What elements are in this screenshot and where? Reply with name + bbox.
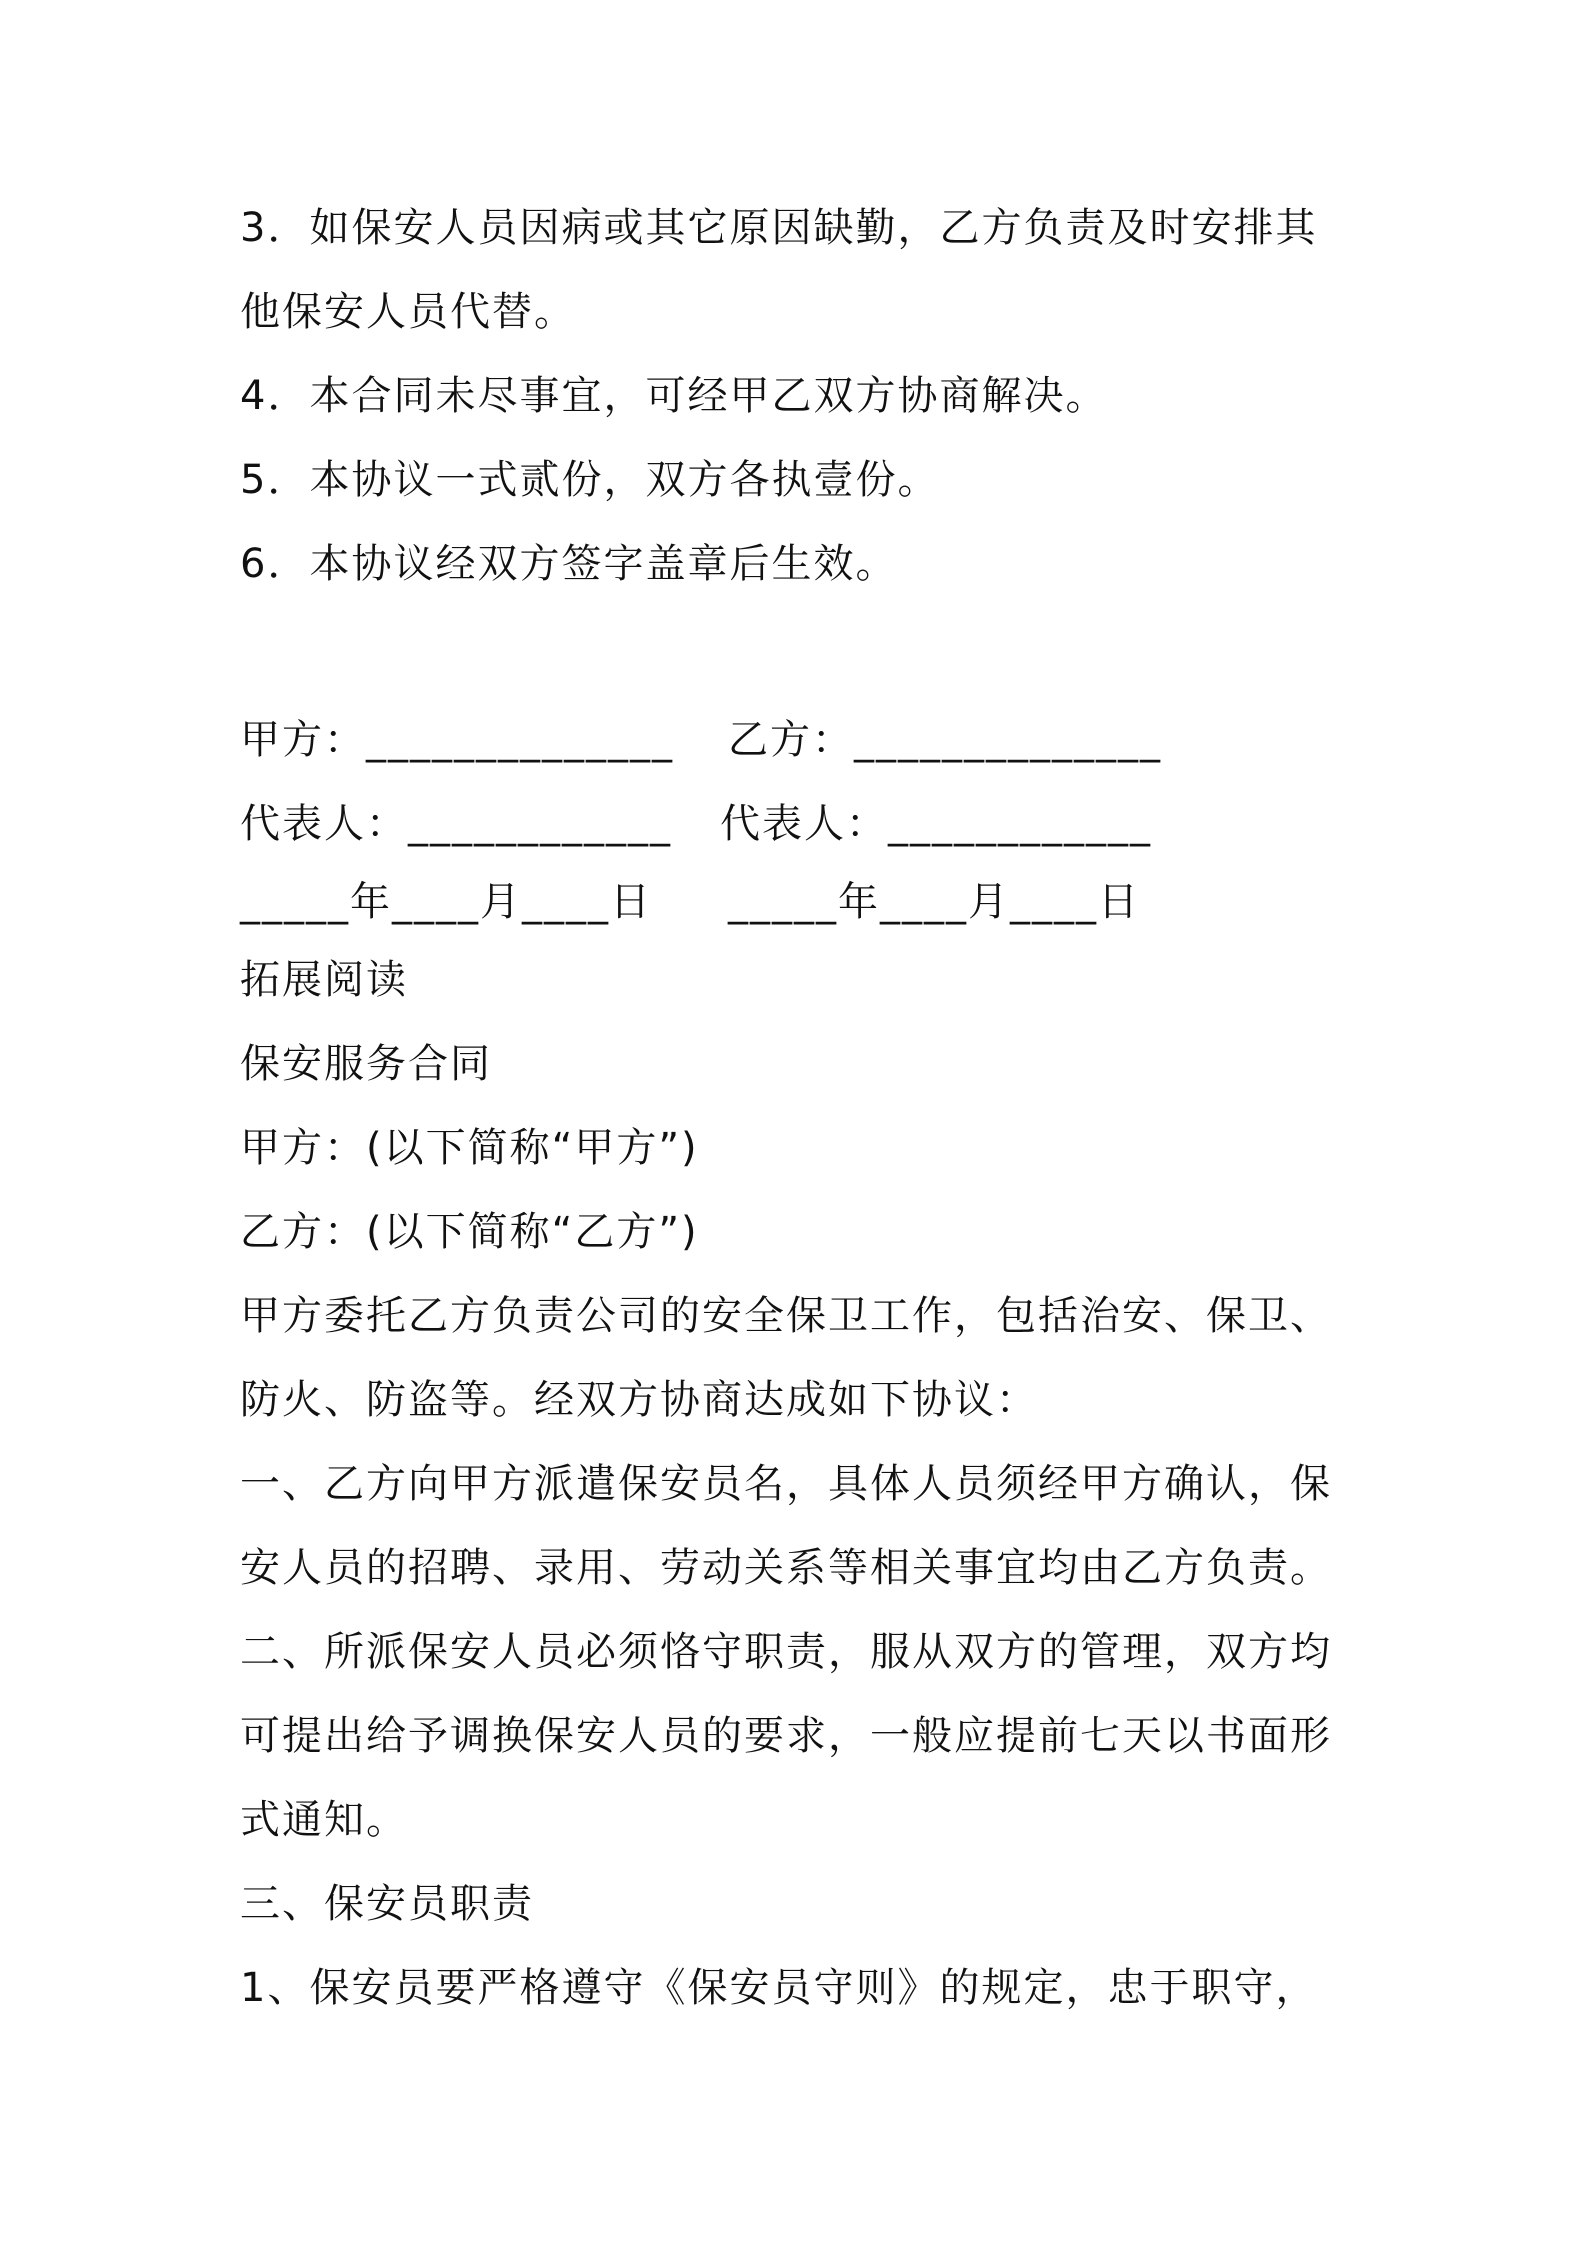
section-heading: 三、保安员职责 bbox=[240, 1881, 534, 1927]
clause-3-line-1: 3．如保安人员因病或其它原因缺勤，乙方负责及时安排其 bbox=[240, 205, 1318, 251]
party-a-line: 甲方：(以下简称“甲方”) bbox=[240, 1125, 699, 1171]
body-line: 二、所派保安人员必须恪守职责，服从双方的管理，双方均 bbox=[240, 1629, 1332, 1675]
signature-rep-b: 代表人：____________ bbox=[720, 801, 1152, 847]
body-line: 防火、防盗等。经双方协商达成如下协议： bbox=[240, 1377, 1038, 1423]
body-line: 1、保安员要严格遵守《保安员守则》的规定，忠于职守， bbox=[240, 1965, 1318, 2011]
clause-6: 6．本协议经双方签字盖章后生效。 bbox=[240, 541, 898, 587]
signature-date-b: _____年____月____日 bbox=[728, 879, 1140, 925]
body-line: 安人员的招聘、录用、劳动关系等相关事宜均由乙方负责。 bbox=[240, 1545, 1332, 1591]
body-line: 式通知。 bbox=[240, 1797, 408, 1843]
extended-reading-heading: 拓展阅读 bbox=[240, 957, 408, 1003]
signature-rep-a: 代表人：____________ bbox=[240, 801, 672, 847]
body-line: 甲方委托乙方负责公司的安全保卫工作，包括治安、保卫、 bbox=[240, 1293, 1332, 1339]
clause-3-line-2: 他保安人员代替。 bbox=[240, 289, 576, 335]
body-line: 可提出给予调换保安人员的要求，一般应提前七天以书面形 bbox=[240, 1713, 1332, 1759]
clause-4: 4．本合同未尽事宜，可经甲乙双方协商解决。 bbox=[240, 373, 1108, 419]
body-line: 一、乙方向甲方派遣保安员名，具体人员须经甲方确认，保 bbox=[240, 1461, 1332, 1507]
contract-title: 保安服务合同 bbox=[240, 1041, 492, 1087]
signature-party-b: 乙方：______________ bbox=[728, 717, 1162, 763]
party-b-line: 乙方：(以下简称“乙方”) bbox=[240, 1209, 699, 1255]
signature-party-a: 甲方：______________ bbox=[240, 717, 674, 763]
signature-date-a: _____年____月____日 bbox=[240, 879, 652, 925]
clause-5: 5．本协议一式贰份，双方各执壹份。 bbox=[240, 457, 940, 503]
